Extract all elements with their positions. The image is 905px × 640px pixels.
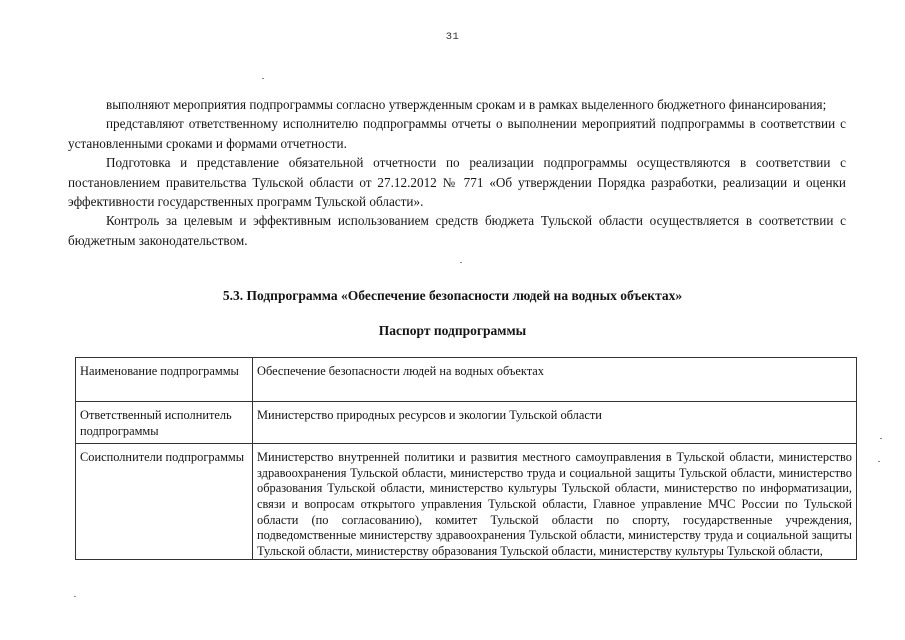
table-cell-label: Наименование подпрограммы [76,358,253,402]
table-cell-value: Министерство внутренней политики и развития местного самоуправления в Тульской области, министерство здравоохранения Тульской области, министерство труда и социальной защиты Тульской области, министерство образования Тульской области, министерство культуры Тульской области, министерство по информатизации, связи и вопросам открытого управления Тульской области, Главное управление МЧС России по Тульской области (по согласованию), комитет Тульской области по спорту, государственные учреждения, подведомственные министерству здравоохранения Тульской области, министерству труда и социальной защиты Тульской области, министерству образования Тульской области, министерству культуры Тульской области, [253,444,857,560]
page-number: 31 [445,31,460,43]
body-text [68,95,846,250]
table-cell-value: Министерство природных ресурсов и экологии Тульской области [253,402,857,444]
scan-speck [74,596,76,597]
scan-speck [262,78,264,79]
paragraph: Подготовка и представление обязательной отчетности по реализации подпрограммы осуществляются в соответствии с постановлением правительства Тульской области от 27.12.2012 № 771 «Об утверждении Порядка разработки, реализации и оценки эффективности государственных программ Тульской области». [68,155,846,210]
passport-table [75,357,857,560]
table-cell-value: Обеспечение безопасности людей на водных объектах [253,358,857,402]
scan-speck [878,461,880,462]
scan-speck [460,262,462,263]
passport-heading: Паспорт подпрограммы [378,323,527,338]
table-row [76,444,857,560]
paragraph: Контроль за целевым и эффективным использованием средств бюджета Тульской области осуществляется в соответствии с бюджетным законодательством. [68,213,846,248]
table-row [76,358,857,402]
section-heading: 5.3. Подпрограмма «Обеспечение безопасности людей на водных объектах» [222,288,683,303]
table-cell-label: Ответственный исполнитель подпрограммы [76,402,253,444]
paragraph: выполняют мероприятия подпрограммы согласно утвержденным срокам и в рамках выделенного бюджетного финансирования; [106,97,827,112]
paragraph: представляют ответственному исполнителю подпрограммы отчеты о выполнении мероприятий подпрограммы в соответствии с установленными сроками и формами отчетности. [68,116,846,151]
table-row [76,402,857,444]
scan-speck [880,438,882,439]
table-cell-label: Соисполнители подпрограммы [76,444,253,560]
